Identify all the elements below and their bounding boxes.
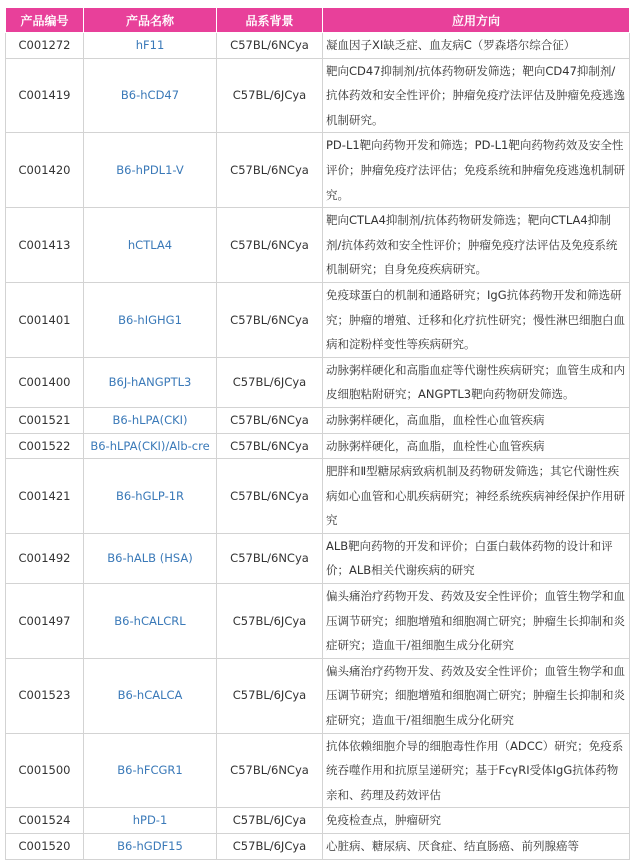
application-cell: 肥胖和Ⅱ型糖尿病致病机制及药物研发筛选；其它代谢性疾病如心血管和心肌疾病研究；神经系统疾病神经保护作用研究 <box>323 459 630 534</box>
table-row <box>6 433 630 459</box>
table-body <box>6 33 630 860</box>
strain-cell: C57BL/6NCya <box>217 407 323 433</box>
product-code-cell: C001520 <box>6 834 84 860</box>
product-code-cell: C001401 <box>6 282 84 357</box>
strain-cell: C57BL/6JCya <box>217 808 323 834</box>
product-code-cell: C001272 <box>6 33 84 59</box>
strain-cell: C57BL/6JCya <box>217 834 323 860</box>
table-row <box>6 584 630 659</box>
application-cell: 动脉粥样硬化和高脂血症等代谢性疾病研究；血管生成和内皮细胞粘附研究；ANGPTL3靶向药物研发筛选。 <box>323 357 630 407</box>
product-code-cell: C001413 <box>6 208 84 283</box>
application-cell: 抗体依赖细胞介导的细胞毒性作用（ADCC）研究；免疫系统吞噬作用和抗原呈递研究；基于FcγRI受体IgG抗体药物亲和、药理及药效评估 <box>323 733 630 808</box>
product-name-link[interactable]: B6-hALB (HSA) <box>84 533 217 583</box>
table-row <box>6 733 630 808</box>
product-code-cell: C001524 <box>6 808 84 834</box>
product-code-cell: C001492 <box>6 533 84 583</box>
strain-cell: C57BL/6JCya <box>217 584 323 659</box>
header-product-name: 产品名称 <box>84 8 217 33</box>
table-row <box>6 33 630 59</box>
header-strain-background: 品系背景 <box>217 8 323 33</box>
table-row <box>6 208 630 283</box>
strain-cell: C57BL/6NCya <box>217 133 323 208</box>
application-cell: 靶向CTLA4抑制剂/抗体药物研发筛选；靶向CTLA4抑制剂/抗体药效和安全性评价；肿瘤免疫疗法评估及免疫系统机制研究；自身免疫疾病研究。 <box>323 208 630 283</box>
product-table-container <box>5 7 629 860</box>
product-code-cell: C001400 <box>6 357 84 407</box>
product-name-link[interactable]: hPD-1 <box>84 808 217 834</box>
product-table <box>5 7 630 860</box>
product-code-cell: C001523 <box>6 658 84 733</box>
strain-cell: C57BL/6JCya <box>217 658 323 733</box>
header-product-code: 产品编号 <box>6 8 84 33</box>
product-name-link[interactable]: B6J-hANGPTL3 <box>84 357 217 407</box>
table-row <box>6 407 630 433</box>
strain-cell: C57BL/6NCya <box>217 433 323 459</box>
application-cell: 凝血因子XI缺乏症、血友病C（罗森塔尔综合征） <box>323 33 630 59</box>
application-cell: PD-L1靶向药物开发和筛选；PD-L1靶向药物药效及安全性评价；肿瘤免疫疗法评估；免疫系统和肿瘤免疫逃逸机制研究。 <box>323 133 630 208</box>
table-row <box>6 533 630 583</box>
table-row <box>6 808 630 834</box>
product-name-link[interactable]: B6-hLPA(CKI) <box>84 407 217 433</box>
product-code-cell: C001497 <box>6 584 84 659</box>
product-name-link[interactable]: B6-hLPA(CKI)/Alb-cre <box>84 433 217 459</box>
application-cell: 免疫球蛋白的机制和通路研究；IgG抗体药物开发和筛选研究；肿瘤的增殖、迁移和化疗抗性研究；慢性淋巴细胞白血病和淀粉样变性等疾病研究。 <box>323 282 630 357</box>
application-cell: 动脉粥样硬化，高血脂，血栓性心血管疾病 <box>323 407 630 433</box>
application-cell: 偏头痛治疗药物开发、药效及安全性评价；血管生物学和血压调节研究；细胞增殖和细胞凋亡研究；肿瘤生长抑制和炎症研究；造血干/祖细胞生成分化研究 <box>323 658 630 733</box>
product-name-link[interactable]: B6-hGLP-1R <box>84 459 217 534</box>
application-cell: ALB靶向药物的开发和评价；白蛋白载体药物的设计和评价；ALB相关代谢疾病的研究 <box>323 533 630 583</box>
strain-cell: C57BL/6NCya <box>217 733 323 808</box>
table-header-row <box>6 8 630 33</box>
product-name-link[interactable]: B6-hGDF15 <box>84 834 217 860</box>
application-cell: 动脉粥样硬化，高血脂，血栓性心血管疾病 <box>323 433 630 459</box>
product-code-cell: C001420 <box>6 133 84 208</box>
table-row <box>6 834 630 860</box>
table-row <box>6 658 630 733</box>
application-cell: 靶向CD47抑制剂/抗体药物研发筛选；靶向CD47抑制剂/抗体药效和安全性评价；肿瘤免疫疗法评估及肿瘤免疫逃逸机制研究。 <box>323 58 630 133</box>
table-row <box>6 282 630 357</box>
table-row <box>6 133 630 208</box>
product-name-link[interactable]: hCTLA4 <box>84 208 217 283</box>
strain-cell: C57BL/6NCya <box>217 533 323 583</box>
product-code-cell: C001500 <box>6 733 84 808</box>
header-application: 应用方向 <box>323 8 630 33</box>
product-name-link[interactable]: hF11 <box>84 33 217 59</box>
strain-cell: C57BL/6NCya <box>217 33 323 59</box>
product-code-cell: C001522 <box>6 433 84 459</box>
product-code-cell: C001521 <box>6 407 84 433</box>
product-name-link[interactable]: B6-hCD47 <box>84 58 217 133</box>
strain-cell: C57BL/6NCya <box>217 459 323 534</box>
product-name-link[interactable]: B6-hFCGR1 <box>84 733 217 808</box>
strain-cell: C57BL/6NCya <box>217 208 323 283</box>
strain-cell: C57BL/6JCya <box>217 357 323 407</box>
product-name-link[interactable]: B6-hCALCA <box>84 658 217 733</box>
table-row <box>6 58 630 133</box>
product-name-link[interactable]: B6-hIGHG1 <box>84 282 217 357</box>
application-cell: 免疫检查点，肿瘤研究 <box>323 808 630 834</box>
application-cell: 心脏病、糖尿病、厌食症、结直肠癌、前列腺癌等 <box>323 834 630 860</box>
product-code-cell: C001421 <box>6 459 84 534</box>
strain-cell: C57BL/6JCya <box>217 58 323 133</box>
table-row <box>6 459 630 534</box>
product-code-cell: C001419 <box>6 58 84 133</box>
application-cell: 偏头痛治疗药物开发、药效及安全性评价；血管生物学和血压调节研究；细胞增殖和细胞凋亡研究；肿瘤生长抑制和炎症研究；造血干/祖细胞生成分化研究 <box>323 584 630 659</box>
strain-cell: C57BL/6NCya <box>217 282 323 357</box>
table-row <box>6 357 630 407</box>
product-name-link[interactable]: B6-hCALCRL <box>84 584 217 659</box>
product-name-link[interactable]: B6-hPDL1-V <box>84 133 217 208</box>
